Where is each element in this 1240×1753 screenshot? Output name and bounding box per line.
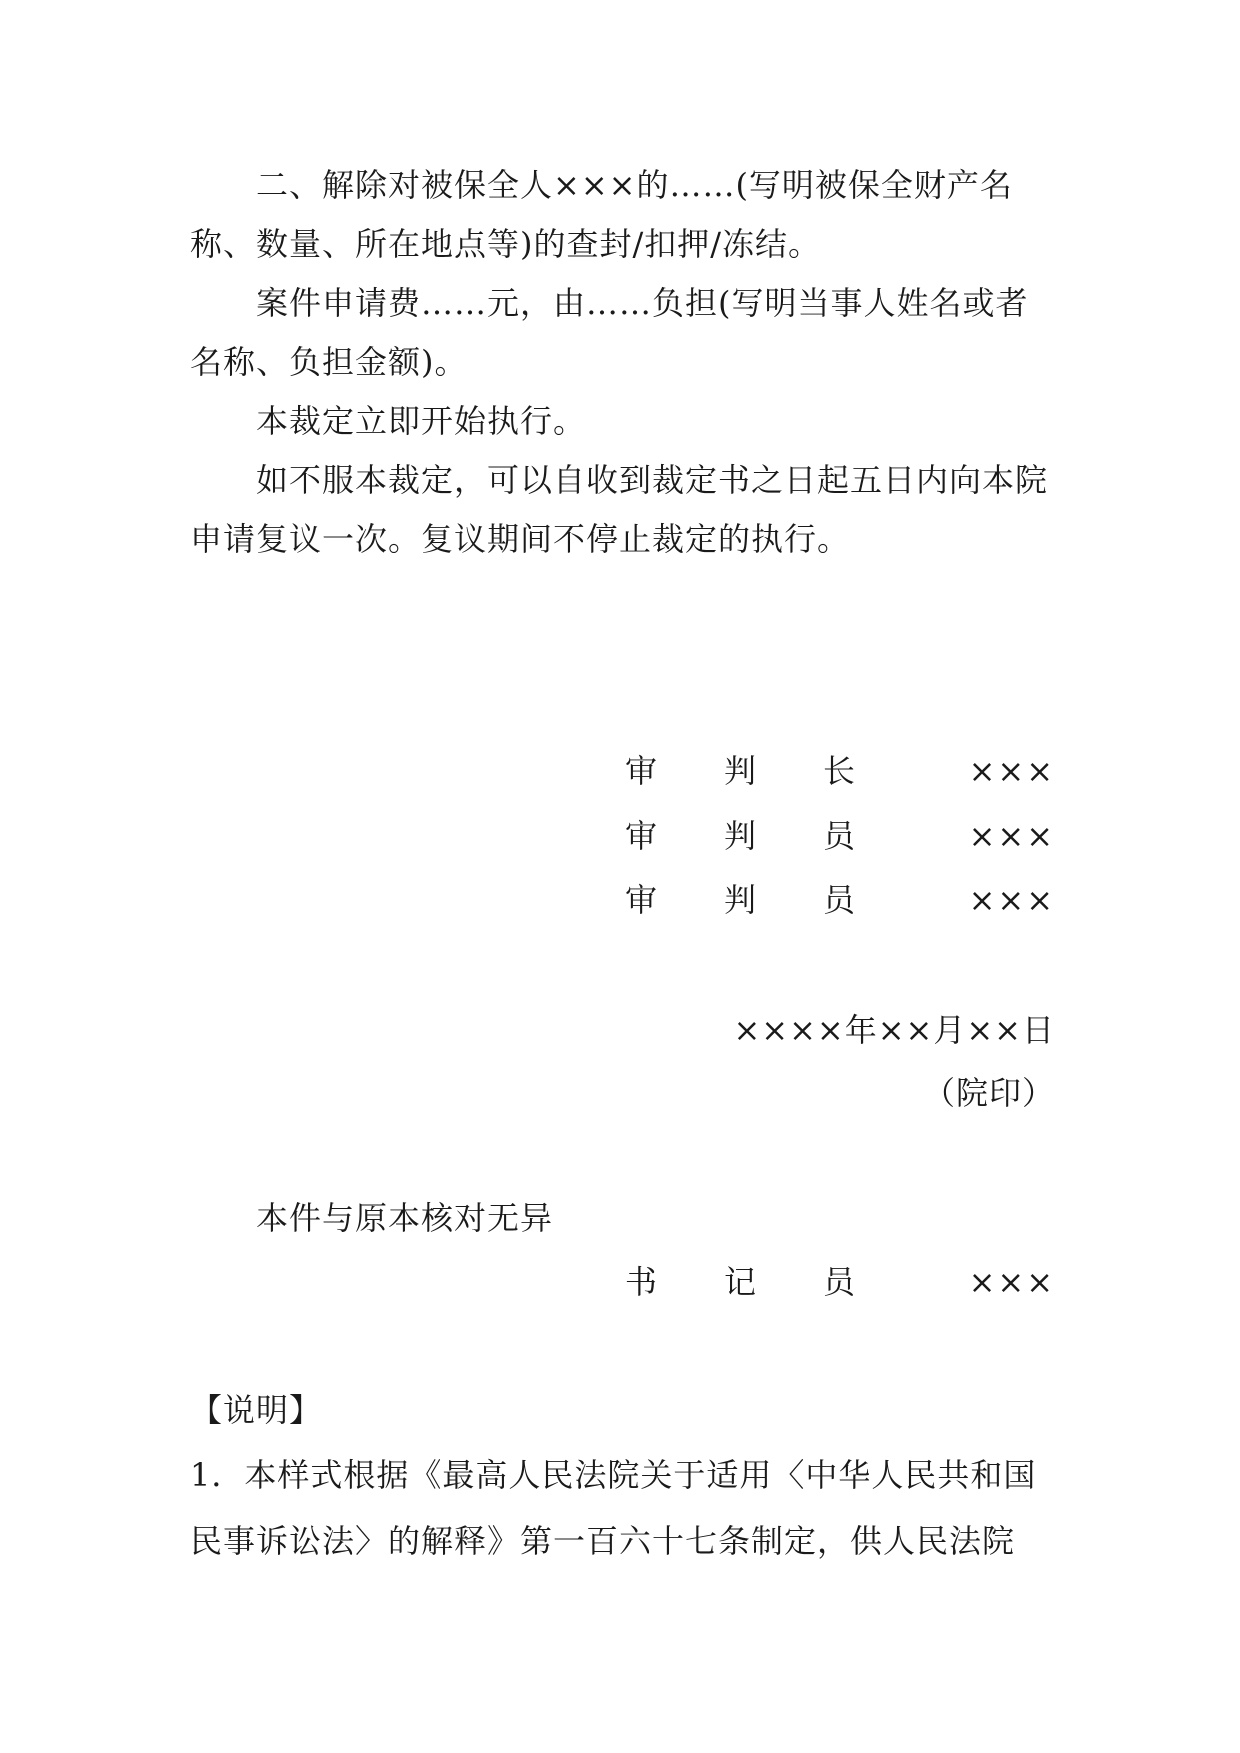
signature-name: ××× [968,817,1055,855]
paragraph-appeal-line-2: 申请复议一次。复议期间不停止裁定的执行。 [190,520,851,558]
signature-clerk [625,1262,1055,1302]
court-seal-note: （院印） [922,1074,1055,1112]
role-char: 判 [723,817,756,855]
signature-role [625,880,855,920]
role-char: 长 [822,752,855,790]
role-char: 书 [625,1263,658,1301]
role-char: 记 [723,1263,756,1301]
signature-name: ××× [968,1263,1055,1301]
note-item-1-line-2: 民事诉讼法〉的解释》第一百六十七条制定，供人民法院 [190,1522,1016,1560]
role-char: 员 [822,1263,855,1301]
signature-name: ××× [968,752,1055,790]
paragraph-appeal-line-1: 如不服本裁定，可以自收到裁定书之日起五日内向本院 [256,461,1049,499]
role-char: 判 [723,881,756,919]
signature-presiding-judge [625,751,1055,791]
signature-judge-1 [625,816,1055,856]
signature-judge-2 [625,880,1055,920]
role-char: 员 [822,881,855,919]
document-date: ××××年××月××日 [733,1011,1055,1049]
role-char: 审 [625,881,658,919]
notes-heading: 【说明】 [190,1391,323,1429]
signature-role [625,1262,855,1302]
paragraph-release-line-2: 称、数量、所在地点等)的查封/扣押/冻结。 [190,225,822,263]
note-item-1-line-1: 1．本样式根据《最高人民法院关于适用〈中华人民共和国 [190,1456,1037,1494]
verification-statement: 本件与原本核对无异 [256,1199,554,1237]
role-char: 员 [822,817,855,855]
signature-role [625,751,855,791]
paragraph-fee-line-1: 案件申请费……元，由……负担(写明当事人姓名或者 [256,284,1029,322]
role-char: 审 [625,817,658,855]
role-char: 审 [625,752,658,790]
paragraph-effective: 本裁定立即开始执行。 [256,402,587,440]
role-char: 判 [723,752,756,790]
paragraph-release-line-1: 二、解除对被保全人×××的……(写明被保全财产名 [256,166,1013,204]
signature-name: ××× [968,881,1055,919]
signature-role [625,816,855,856]
paragraph-fee-line-2: 名称、负担金额)。 [190,343,468,381]
